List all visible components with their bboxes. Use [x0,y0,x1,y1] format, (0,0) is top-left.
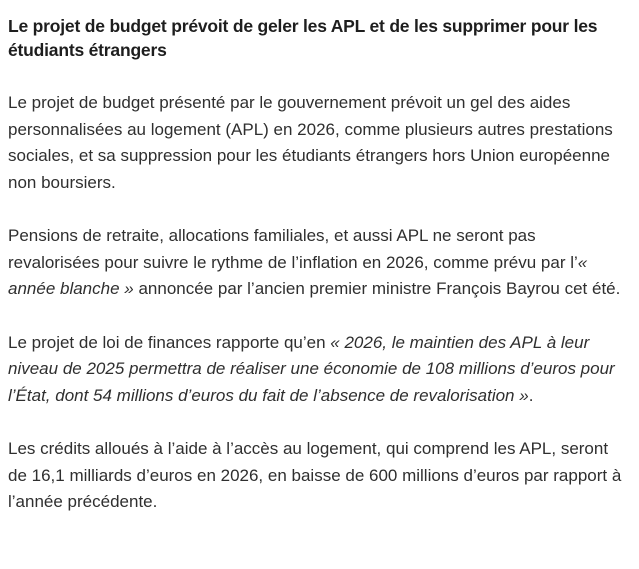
paragraph-3 [8,330,625,410]
paragraph-2-quote: « année blanche » [8,252,588,298]
paragraph-3-text-after: . [528,385,534,405]
paragraph-2-text-after: annoncée par l’ancien premier ministre François Bayrou cet été. [133,279,621,298]
article-headline: Le projet de budget prévoit de geler les APL et de les supprimer pour les étudiants étrangers [8,16,598,60]
paragraph-3-text-before: Le projet de loi de finances rapporte qu’en [8,332,331,352]
paragraph-2 [8,223,625,303]
paragraph-1: Le projet de budget présenté par le gouvernement prévoit un gel des aides personnalisées au logement (APL) en 2026, comme plusieurs autres prestations sociales, et sa suppression pour les étudiants étrangers hors Union européenne non boursiers. [8,93,613,192]
paragraph-3-quote: « 2026, le maintien des APL à leur niveau de 2025 permettra de réaliser une économie de 108 millions d’euros pour l’État, dont 54 millions d’euros du fait de l’absence de revalorisation » [8,332,615,405]
paragraph-4: Les crédits alloués à l’aide à l’accès au logement, qui comprend les APL, seront de 16,1 milliards d’euros en 2026, en baisse de 600 millions d’euros par rapport à l’année précédente. [8,439,622,511]
paragraph-2-text-before: Pensions de retraite, allocations familiales, et aussi APL ne seront pas revalorisées pour suivre le rythme de l’inflation en 2026, comme prévu par l’ [8,226,578,272]
